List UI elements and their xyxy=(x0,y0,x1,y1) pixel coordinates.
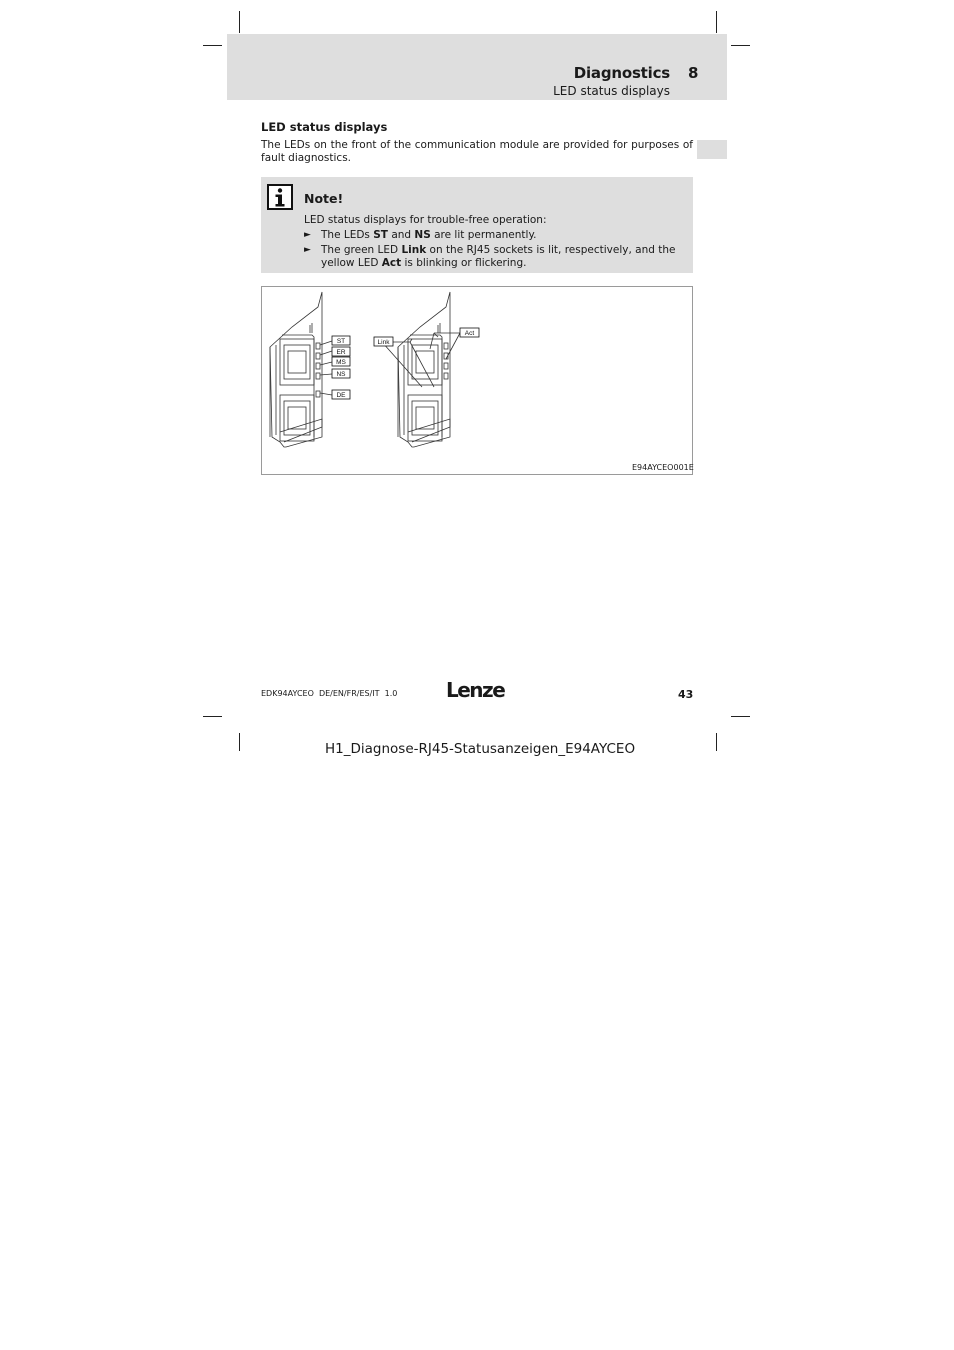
led-label-link xyxy=(374,337,393,346)
chapter-title: Diagnostics xyxy=(573,64,670,82)
note-bullet-2 xyxy=(304,244,694,272)
svg-text:Act: Act xyxy=(464,330,475,337)
figure-code: E94AYCEO001E xyxy=(632,463,694,472)
section-heading: LED status displays xyxy=(261,120,388,134)
svg-text:Link: Link xyxy=(377,339,390,346)
bullet-text: The LEDs ST and NS are lit permanently. xyxy=(321,229,537,241)
bullet-arrow-icon: ► xyxy=(304,230,311,240)
chapter-number: 8 xyxy=(688,64,699,82)
led-label-st xyxy=(332,336,350,345)
svg-text:ST: ST xyxy=(336,338,346,345)
led-label-act xyxy=(460,328,479,337)
crop-mark xyxy=(731,45,750,46)
bottom-caption: H1_Diagnose-RJ45-Statusanzeigen_E94AYCEO xyxy=(325,741,636,757)
lenze-logo: Lenze xyxy=(446,678,505,702)
svg-text:ER: ER xyxy=(336,349,346,356)
thumb-index-tab xyxy=(697,140,727,159)
crop-mark xyxy=(203,45,222,46)
bullet-arrow-icon: ► xyxy=(304,245,311,255)
info-icon xyxy=(267,184,293,210)
led-label-ns xyxy=(332,369,350,378)
footer-doc-id: EDK94AYCEO DE/EN/FR/ES/IT 1.0 xyxy=(261,689,398,698)
led-label-er xyxy=(332,347,350,356)
svg-text:DE: DE xyxy=(336,392,346,399)
crop-mark xyxy=(731,716,750,717)
crop-mark xyxy=(716,733,717,751)
chapter-subtitle: LED status displays xyxy=(553,84,670,98)
led-label-de xyxy=(332,390,350,399)
page-number: 43 xyxy=(678,688,694,701)
svg-text:NS: NS xyxy=(336,371,346,378)
note-bullet-1 xyxy=(304,229,694,243)
module-illustration xyxy=(262,287,692,474)
crop-mark xyxy=(239,11,240,33)
bullet-text: The green LED Link on the RJ45 sockets is lit, respectively, and the yellow LED Act is blinking or flickering. xyxy=(321,244,676,269)
note-title: Note! xyxy=(304,191,344,206)
svg-text:MS: MS xyxy=(336,359,346,366)
intro-paragraph: The LEDs on the front of the communication module are provided for purposes of fault diagnostics. xyxy=(261,139,693,164)
led-label-ms xyxy=(332,357,350,366)
crop-mark xyxy=(203,716,222,717)
crop-mark xyxy=(239,733,240,751)
note-lead: LED status displays for trouble-free operation: xyxy=(304,214,547,226)
crop-mark xyxy=(716,11,717,33)
